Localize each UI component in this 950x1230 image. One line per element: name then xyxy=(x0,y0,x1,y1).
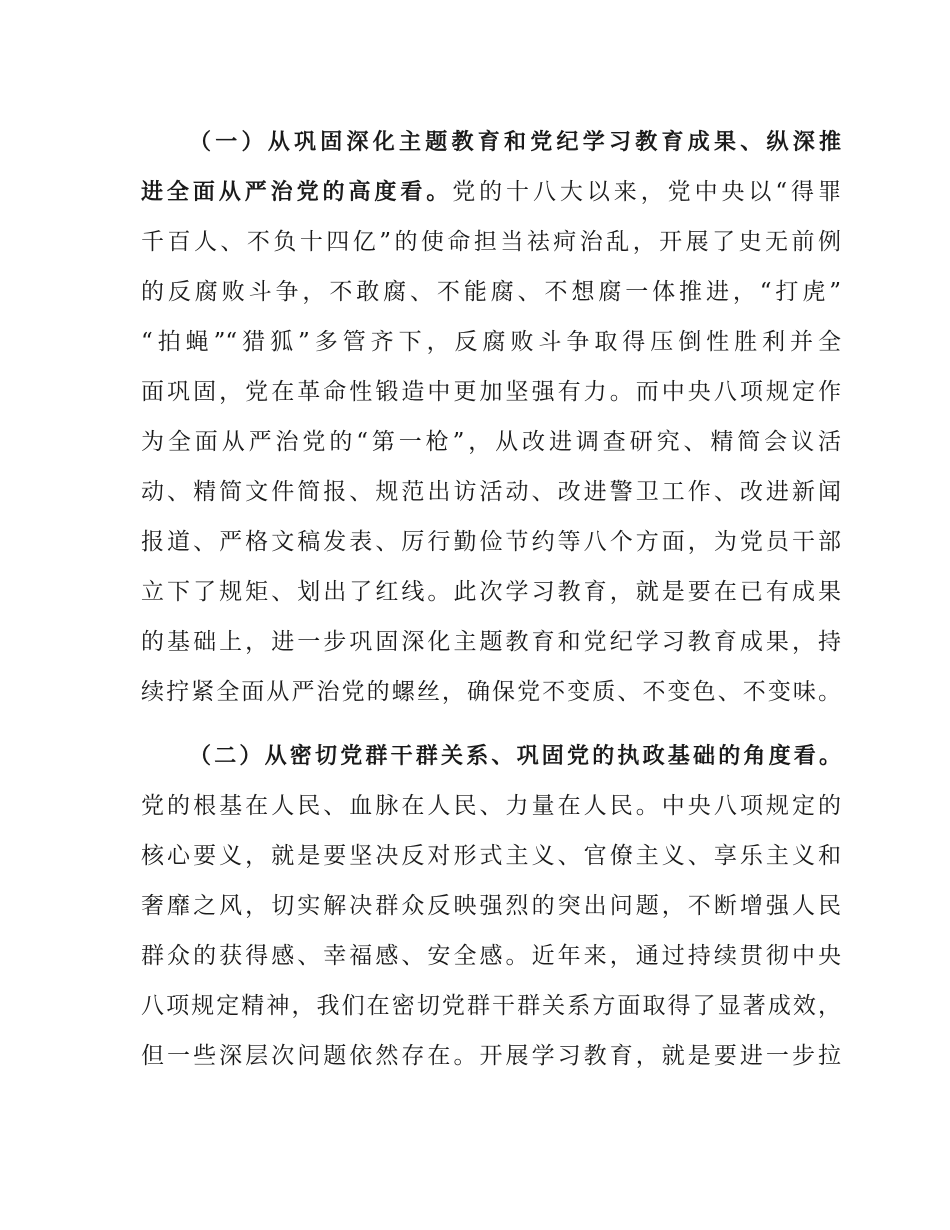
body-text: 八项规定精神，我们在密切党群干群关系方面取得了显著成效， xyxy=(141,993,841,1019)
text-line xyxy=(141,567,841,617)
body-text: “拍蝇”“猎狐”多管齐下，反腐败斗争取得压倒性胜利并全 xyxy=(141,329,841,355)
body-text: 的反腐败斗争，不敢腐、不能腐、不想腐一体推进，“打虎” xyxy=(141,279,841,305)
text-line xyxy=(141,617,841,667)
body-text: 群众的获得感、幸福感、安全感。近年来，通过持续贯彻中央 xyxy=(141,943,841,969)
text-line xyxy=(141,317,841,367)
section-heading: 进全面从严治党的高度看。 xyxy=(141,180,453,205)
text-line xyxy=(141,417,841,467)
text-line xyxy=(141,881,841,931)
text-line xyxy=(141,167,841,217)
text-line xyxy=(141,667,841,717)
text-line xyxy=(141,831,841,881)
body-text: 核心要义，就是要坚决反对形式主义、官僚主义、享乐主义和 xyxy=(141,843,841,869)
body-text: 动、精简文件简报、规范出访活动、改进警卫工作、改进新闻 xyxy=(141,479,841,505)
section-heading: （二）从密切党群干群关系、巩固党的执政基础的角度看。 xyxy=(189,744,841,769)
text-line xyxy=(141,117,841,167)
body-text: 但一些深层次问题依然存在。开展学习教育，就是要进一步拉 xyxy=(141,1043,841,1069)
body-text: 千百人、不负十四亿”的使命担当祛疴治乱，开展了史无前例 xyxy=(141,229,841,255)
paragraph-1 xyxy=(141,117,841,717)
text-line xyxy=(141,517,841,567)
section-heading: （一）从巩固深化主题教育和党纪学习教育成果、纵深推 xyxy=(189,130,841,155)
paragraph-2 xyxy=(141,731,841,1081)
text-line xyxy=(141,267,841,317)
body-text: 党的根基在人民、血脉在人民、力量在人民。中央八项规定的 xyxy=(141,793,841,819)
text-line xyxy=(141,1031,841,1081)
body-text: 奢靡之风，切实解决群众反映强烈的突出问题，不断增强人民 xyxy=(141,893,841,919)
body-text: 党的十八大以来，党中央以“得罪 xyxy=(452,179,841,205)
body-text: 报道、严格文稿发表、厉行勤俭节约等八个方面，为党员干部 xyxy=(141,529,841,555)
text-line xyxy=(141,367,841,417)
body-text: 为全面从严治党的“第一枪”，从改进调查研究、精简会议活 xyxy=(141,429,841,455)
body-text: 面巩固，党在革命性锻造中更加坚强有力。而中央八项规定作 xyxy=(141,379,841,405)
body-text: 立下了规矩、划出了红线。此次学习教育，就是要在已有成果 xyxy=(141,579,841,605)
text-line xyxy=(141,731,841,781)
text-line xyxy=(141,981,841,1031)
text-line xyxy=(141,217,841,267)
body-text: 的基础上，进一步巩固深化主题教育和党纪学习教育成果，持 xyxy=(141,629,841,655)
body-text: 续拧紧全面从严治党的螺丝，确保党不变质、不变色、不变味。 xyxy=(141,679,841,705)
text-line xyxy=(141,931,841,981)
text-line xyxy=(141,467,841,517)
text-line xyxy=(141,781,841,831)
